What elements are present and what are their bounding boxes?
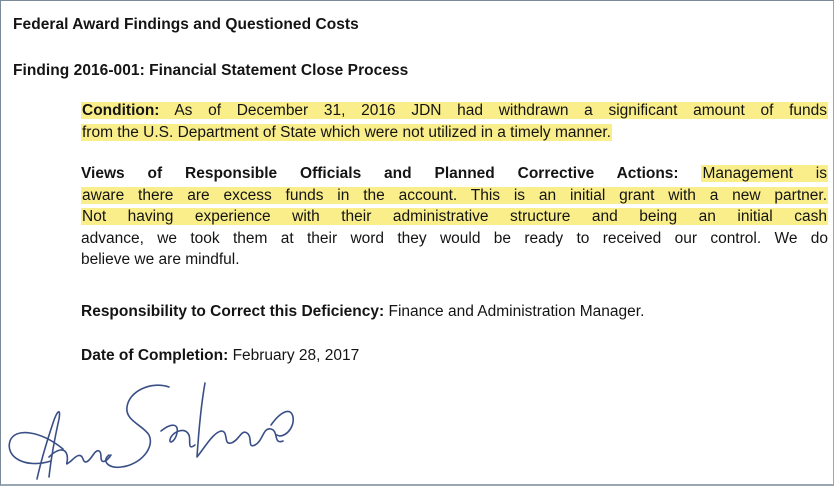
views-text-line-1: Management is xyxy=(702,165,827,182)
condition-label: Condition: xyxy=(82,102,160,119)
views-label: Views of Responsible Officials and Planned Corrective Actions: xyxy=(81,165,679,182)
views-text-line-3: Not having experience with their administrative structure and being an initial cash xyxy=(82,208,827,225)
completion-label: Date of Completion: xyxy=(81,347,229,364)
handwritten-signature xyxy=(1,361,331,483)
finding-heading: Finding 2016-001: Financial Statement Close Process xyxy=(13,62,409,79)
views-paragraph xyxy=(81,163,828,271)
responsibility-label: Responsibility to Correct this Deficiency: xyxy=(81,303,385,320)
section-heading: Federal Award Findings and Questioned Costs xyxy=(13,16,359,33)
condition-text-line-1: As of December 31, 2016 JDN had withdrawn a significant amount of funds xyxy=(174,102,828,119)
responsibility-line xyxy=(81,301,828,323)
condition-text-line-2: from the U.S. Department of State which were not utilized in a timely manner. xyxy=(82,123,611,141)
responsibility-value: Finance and Administration Manager. xyxy=(388,303,645,320)
views-text-line-5: believe we are mindful. xyxy=(81,251,240,268)
condition-paragraph xyxy=(81,100,828,143)
completion-value: February 28, 2017 xyxy=(232,347,360,364)
views-text-line-4: advance, we took them at their word they would be ready to received our control. We do xyxy=(81,229,828,247)
views-text-line-2: aware there are excess funds in the account. This is an initial grant with a new partner. xyxy=(82,186,827,204)
